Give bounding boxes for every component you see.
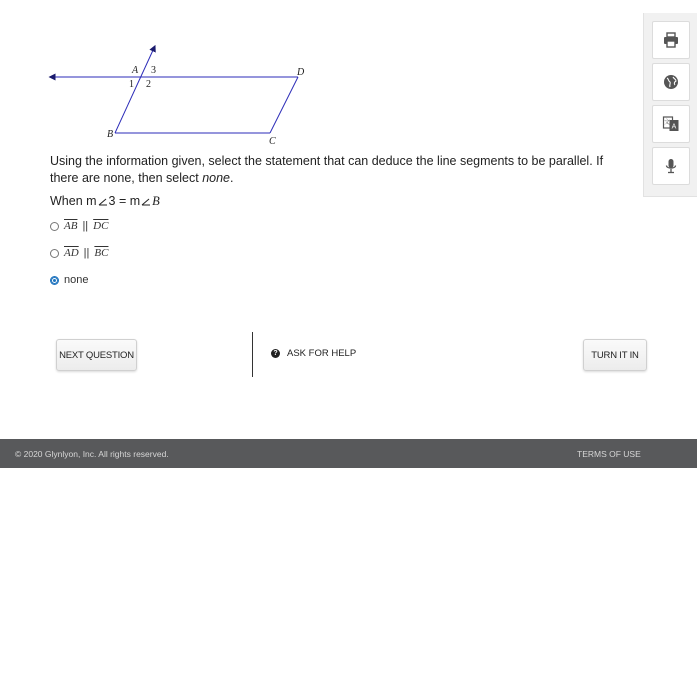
translate-icon bbox=[662, 115, 680, 133]
line-ba-extended bbox=[115, 48, 154, 133]
next-question-button[interactable]: NEXT QUESTION bbox=[56, 339, 137, 371]
segment-label: $\overline{AD}$ bbox=[64, 247, 79, 259]
parallelogram-diagram bbox=[44, 40, 314, 148]
geometry-figure bbox=[44, 40, 314, 148]
help-icon: ? bbox=[271, 349, 280, 358]
microphone-icon bbox=[662, 157, 680, 175]
print-button[interactable] bbox=[652, 21, 690, 59]
label-b: B bbox=[107, 129, 114, 140]
tools-sidebar bbox=[643, 13, 697, 197]
printer-icon bbox=[662, 31, 680, 49]
label-d: D bbox=[297, 67, 305, 78]
label-angle-2: 2 bbox=[146, 79, 151, 90]
radio-button[interactable] bbox=[50, 222, 59, 231]
question-text bbox=[50, 153, 635, 187]
svg-text:文: 文 bbox=[663, 120, 671, 126]
globe-icon bbox=[662, 73, 680, 91]
question-text-none: none bbox=[202, 171, 230, 185]
terms-of-use-link[interactable]: TERMS OF USE bbox=[577, 449, 641, 459]
parallel-symbol: || bbox=[82, 220, 89, 232]
segment-cd bbox=[270, 77, 298, 133]
question-text-main: Using the information given, select the statement that can deduce the line segments to be parallel. If there are none, then select bbox=[50, 154, 604, 185]
language-button[interactable] bbox=[652, 63, 690, 101]
given-condition bbox=[50, 194, 160, 209]
translate-button[interactable] bbox=[652, 105, 690, 143]
segment-label: $\overline{DC}$ bbox=[93, 220, 109, 232]
parallel-symbol: || bbox=[83, 247, 90, 259]
label-angle-3: 3 bbox=[151, 65, 156, 76]
radio-button-selected[interactable] bbox=[50, 276, 59, 285]
condition-mid: 3 = m bbox=[108, 194, 141, 208]
angle-icon bbox=[141, 196, 151, 206]
radio-button[interactable] bbox=[50, 249, 59, 258]
option-ad-parallel-bc[interactable] bbox=[50, 246, 108, 260]
question-text-period: . bbox=[230, 171, 234, 185]
condition-prefix: When m bbox=[50, 194, 97, 208]
label-a: A bbox=[132, 65, 139, 76]
label-angle-1: 1 bbox=[129, 79, 134, 90]
copyright-text: © 2020 Glynlyon, Inc. All rights reserved. bbox=[15, 449, 169, 459]
divider bbox=[252, 332, 253, 377]
option-ab-parallel-dc[interactable] bbox=[50, 219, 108, 233]
segment-label: $\overline{BC}$ bbox=[94, 247, 109, 259]
page-footer bbox=[0, 439, 697, 468]
svg-text:A: A bbox=[671, 123, 677, 131]
answer-options bbox=[50, 219, 108, 300]
read-aloud-button[interactable] bbox=[652, 147, 690, 185]
option-label: none bbox=[64, 274, 89, 286]
option-none[interactable] bbox=[50, 273, 108, 287]
condition-end: B bbox=[152, 194, 160, 208]
help-label: ASK FOR HELP bbox=[287, 348, 357, 359]
turn-it-in-button[interactable]: TURN IT IN bbox=[583, 339, 647, 371]
segment-label: $\overline{AB}$ bbox=[64, 220, 78, 232]
label-c: C bbox=[269, 136, 276, 147]
angle-icon bbox=[98, 196, 108, 206]
ask-for-help-link[interactable] bbox=[271, 348, 356, 359]
